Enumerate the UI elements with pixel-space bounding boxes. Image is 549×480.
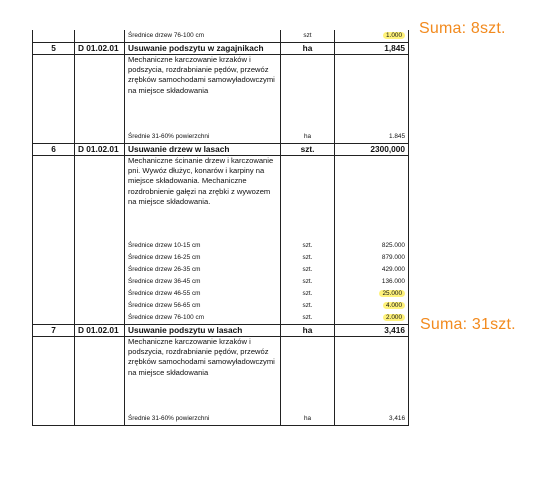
empty-cell (75, 288, 125, 300)
sub-quantity (335, 131, 409, 144)
item-number: 7 (33, 325, 75, 337)
item-quantity: 2300,000 (335, 144, 409, 156)
table-body (33, 30, 409, 426)
empty-cell (335, 55, 409, 132)
sub-unit: szt. (281, 288, 335, 300)
empty-cell (33, 276, 75, 288)
table-row-sub (33, 131, 409, 144)
item-unit: ha (281, 43, 335, 55)
quantity-value: 879.000 (381, 254, 405, 261)
item-quantity: 1,845 (335, 43, 409, 55)
empty-cell (75, 252, 125, 264)
table-row-sub (33, 288, 409, 300)
table-row-sub (33, 240, 409, 252)
table-row-description (33, 156, 409, 241)
table-row-sub (33, 30, 409, 43)
empty-cell (33, 288, 75, 300)
empty-cell (75, 300, 125, 312)
item-description: Mechaniczne karczowanie krzaków i podszycia, rozdrabnianie pędów, przewóz zrębków samochodami samowyładowczymi na miejsce składowania (125, 337, 281, 414)
table-row-sub (33, 312, 409, 325)
sub-quantity (335, 413, 409, 426)
empty-cell (335, 156, 409, 241)
sub-quantity (335, 30, 409, 43)
quantity-value: 136.000 (381, 278, 405, 285)
bill-of-quantities-table (32, 30, 409, 426)
sub-quantity (335, 312, 409, 325)
table-row-description (33, 55, 409, 132)
highlighted-quantity: 4.000 (383, 302, 405, 309)
table-row-item (33, 43, 409, 55)
table-row-sub (33, 264, 409, 276)
empty-cell (75, 264, 125, 276)
sub-unit: szt. (281, 264, 335, 276)
sub-unit: szt. (281, 252, 335, 264)
empty-cell (33, 131, 75, 144)
empty-cell (33, 413, 75, 426)
quantity-value: 1.845 (389, 133, 405, 140)
empty-cell (75, 55, 125, 132)
sub-description: Średnie 31-60% powierzchni (125, 413, 281, 426)
sub-unit: szt (281, 30, 335, 43)
empty-cell (75, 131, 125, 144)
empty-cell (281, 55, 335, 132)
highlighted-quantity: 25.000 (379, 290, 405, 297)
sub-quantity (335, 240, 409, 252)
sub-unit: szt. (281, 240, 335, 252)
table-row-description (33, 337, 409, 414)
sub-description: Średnice drzew 46-55 cm (125, 288, 281, 300)
empty-cell (75, 240, 125, 252)
item-description: Mechaniczne ścinanie drzew i karczowanie pni. Wywóz dłużyc, konarów i karpiny na miejsce składowania. Mechaniczne rozdrobnienie gałęzi na zrębki z wywozem na miejsce składowania. (125, 156, 281, 241)
sub-description: Średnice drzew 56-65 cm (125, 300, 281, 312)
empty-cell (33, 240, 75, 252)
empty-cell (33, 252, 75, 264)
item-number: 6 (33, 144, 75, 156)
empty-cell (75, 276, 125, 288)
empty-cell (281, 156, 335, 241)
empty-cell (75, 156, 125, 241)
empty-cell (75, 30, 125, 43)
sub-description: Średnice drzew 16-25 cm (125, 252, 281, 264)
sub-unit: szt. (281, 276, 335, 288)
sum-annotation-middle: Suma: 31szt. (420, 316, 516, 333)
sub-quantity (335, 300, 409, 312)
sub-quantity (335, 252, 409, 264)
sub-unit: ha (281, 131, 335, 144)
sub-quantity (335, 276, 409, 288)
sub-description: Średnice drzew 76-100 cm (125, 312, 281, 325)
sub-unit: ha (281, 413, 335, 426)
sub-quantity (335, 288, 409, 300)
sub-unit: szt. (281, 300, 335, 312)
item-title: Usuwanie podszytu w lasach (125, 325, 281, 337)
empty-cell (75, 312, 125, 325)
sub-unit: szt. (281, 312, 335, 325)
item-unit: szt. (281, 144, 335, 156)
item-description: Mechaniczne karczowanie krzaków i podszycia, rozdrabnianie pędów, przewóz zrębków samochodami samowyładowczymi na miejsce składowania (125, 55, 281, 132)
empty-cell (281, 337, 335, 414)
item-quantity: 3,416 (335, 325, 409, 337)
sub-description: Średnice drzew 26-35 cm (125, 264, 281, 276)
table-row-sub (33, 413, 409, 426)
quantity-value: 3,416 (389, 415, 405, 422)
empty-cell (335, 337, 409, 414)
sub-quantity (335, 264, 409, 276)
highlighted-quantity: 1.000 (383, 32, 405, 39)
empty-cell (33, 30, 75, 43)
sub-description: Średnice drzew 76-100 cm (125, 30, 281, 43)
empty-cell (33, 264, 75, 276)
table-row-sub (33, 252, 409, 264)
item-title: Usuwanie podszytu w zagajnikach (125, 43, 281, 55)
table-row-sub (33, 276, 409, 288)
empty-cell (33, 55, 75, 132)
empty-cell (33, 312, 75, 325)
quantity-value: 429.000 (381, 266, 405, 273)
table-row-sub (33, 300, 409, 312)
item-code: D 01.02.01 (75, 144, 125, 156)
sum-annotation-top: Suma: 8szt. (419, 20, 506, 37)
item-title: Usuwanie drzew w lasach (125, 144, 281, 156)
highlighted-quantity: 2.000 (383, 314, 405, 321)
table-row-item (33, 325, 409, 337)
empty-cell (33, 156, 75, 241)
item-unit: ha (281, 325, 335, 337)
sub-description: Średnice drzew 36-45 cm (125, 276, 281, 288)
item-code: D 01.02.01 (75, 325, 125, 337)
empty-cell (75, 413, 125, 426)
sub-description: Średnie 31-60% powierzchni (125, 131, 281, 144)
empty-cell (33, 300, 75, 312)
empty-cell (75, 337, 125, 414)
item-number: 5 (33, 43, 75, 55)
empty-cell (33, 337, 75, 414)
sub-description: Średnice drzew 10-15 cm (125, 240, 281, 252)
table-row-item (33, 144, 409, 156)
item-code: D 01.02.01 (75, 43, 125, 55)
quantity-value: 825.000 (381, 242, 405, 249)
